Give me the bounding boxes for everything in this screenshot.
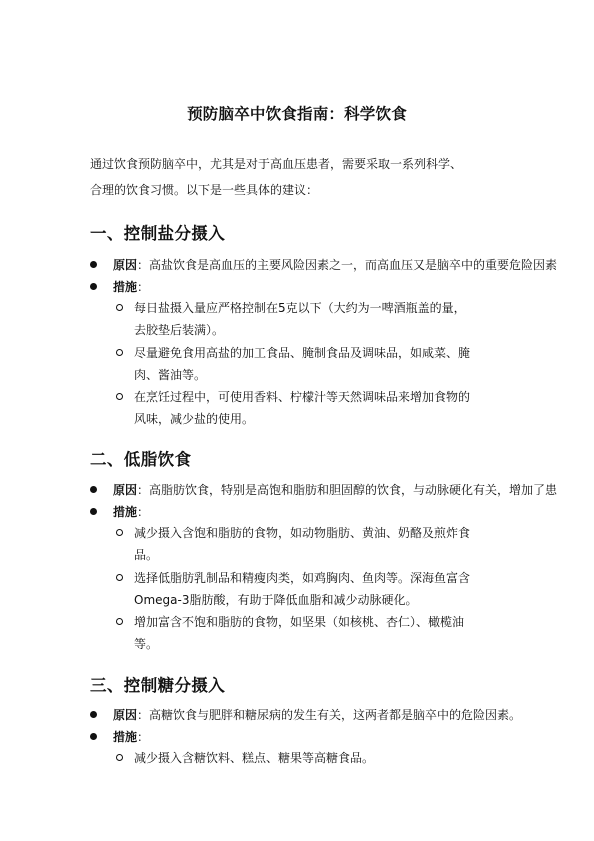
- sub-bullet-icon: [116, 618, 123, 625]
- item-line: Omega-3脂肪酸，有助于降低血脂和减少动脉硬化。: [134, 593, 418, 607]
- sub-bullet-icon: [116, 574, 123, 581]
- bullet-icon: [90, 486, 97, 493]
- measures-label: 措施: [113, 730, 138, 744]
- bullet-text: [113, 730, 149, 744]
- item-line: 减少摄入含糖饮料、糕点、糖果等高糖食品。: [134, 751, 375, 765]
- sub-bullet-icon: [116, 393, 123, 400]
- item-line: 在烹饪过程中，可使用香料、柠檬汁等天然调味品来增加食物的: [134, 390, 471, 404]
- item-line: 去胶垫后装满）。: [134, 323, 225, 337]
- document-title: 预防脑卒中饮食指南：科学饮食: [187, 105, 407, 123]
- intro-line-2: 合理的饮食习惯。以下是一些具体的建议：: [90, 183, 319, 197]
- bullet-text: [113, 708, 521, 722]
- reason-text: ：高糖饮食与肥胖和糖尿病的发生有关，这两者都是脑卒中的危险因素。: [137, 708, 522, 722]
- measures-colon: ：: [137, 280, 150, 294]
- item-line: 每日盐摄入量应严格控制在5克以下（大约为一啤酒瓶盖的量，: [134, 301, 466, 315]
- reason-label: 原因: [113, 708, 138, 722]
- item-line: 风味，减少盐的使用。: [134, 412, 255, 426]
- section-1-heading: 一、控制盐分摄入: [90, 224, 226, 243]
- item-line: 品。: [134, 548, 159, 562]
- bullet-icon: [90, 733, 97, 740]
- sub-bullet-icon: [116, 754, 123, 761]
- bullet-icon: [90, 711, 97, 718]
- item-line: 肉、酱油等。: [134, 368, 207, 382]
- bullet-text: [113, 280, 149, 294]
- measures-label: 措施: [113, 280, 138, 294]
- measures-colon: ：: [137, 730, 150, 744]
- reason-label: 原因: [113, 483, 138, 497]
- bullet-text: [113, 258, 557, 272]
- intro-line-1: 通过饮食预防脑卒中，尤其是对于高血压患者，需要采取一系列科学、: [90, 157, 463, 171]
- bullet-text: [113, 483, 557, 497]
- sub-bullet-icon: [116, 304, 123, 311]
- section-2-heading: 二、低脂饮食: [90, 450, 192, 469]
- reason-text: ：高脂肪饮食，特别是高饱和脂肪和胆固醇的饮食，与动脉硬化有关，增加了患: [137, 483, 558, 497]
- reason-label: 原因: [113, 258, 138, 272]
- item-line: 选择低脂肪乳制品和精瘦肉类，如鸡胸肉、鱼肉等。深海鱼富含: [134, 571, 471, 585]
- measures-colon: ：: [137, 505, 150, 519]
- section-3-heading: 三、控制糖分摄入: [90, 676, 226, 695]
- sub-bullet-icon: [116, 349, 123, 356]
- sub-bullet-icon: [116, 529, 123, 536]
- item-line: 增加富含不饱和脂肪的食物，如坚果（如核桃、杏仁）、橄榄油: [134, 615, 465, 629]
- item-line: 减少摄入含饱和脂肪的食物，如动物脂肪、黄油、奶酪及煎炸食: [134, 526, 471, 540]
- measures-label: 措施: [113, 505, 138, 519]
- bullet-icon: [90, 508, 97, 515]
- item-line: 等。: [134, 637, 159, 651]
- bullet-icon: [90, 261, 97, 268]
- reason-text: ：高盐饮食是高血压的主要风险因素之一，而高血压又是脑卒中的重要危险因素: [137, 258, 558, 272]
- bullet-text: [113, 505, 149, 519]
- item-line: 尽量避免食用高盐的加工食品、腌制食品及调味品，如咸菜、腌: [134, 346, 471, 360]
- bullet-icon: [90, 283, 97, 290]
